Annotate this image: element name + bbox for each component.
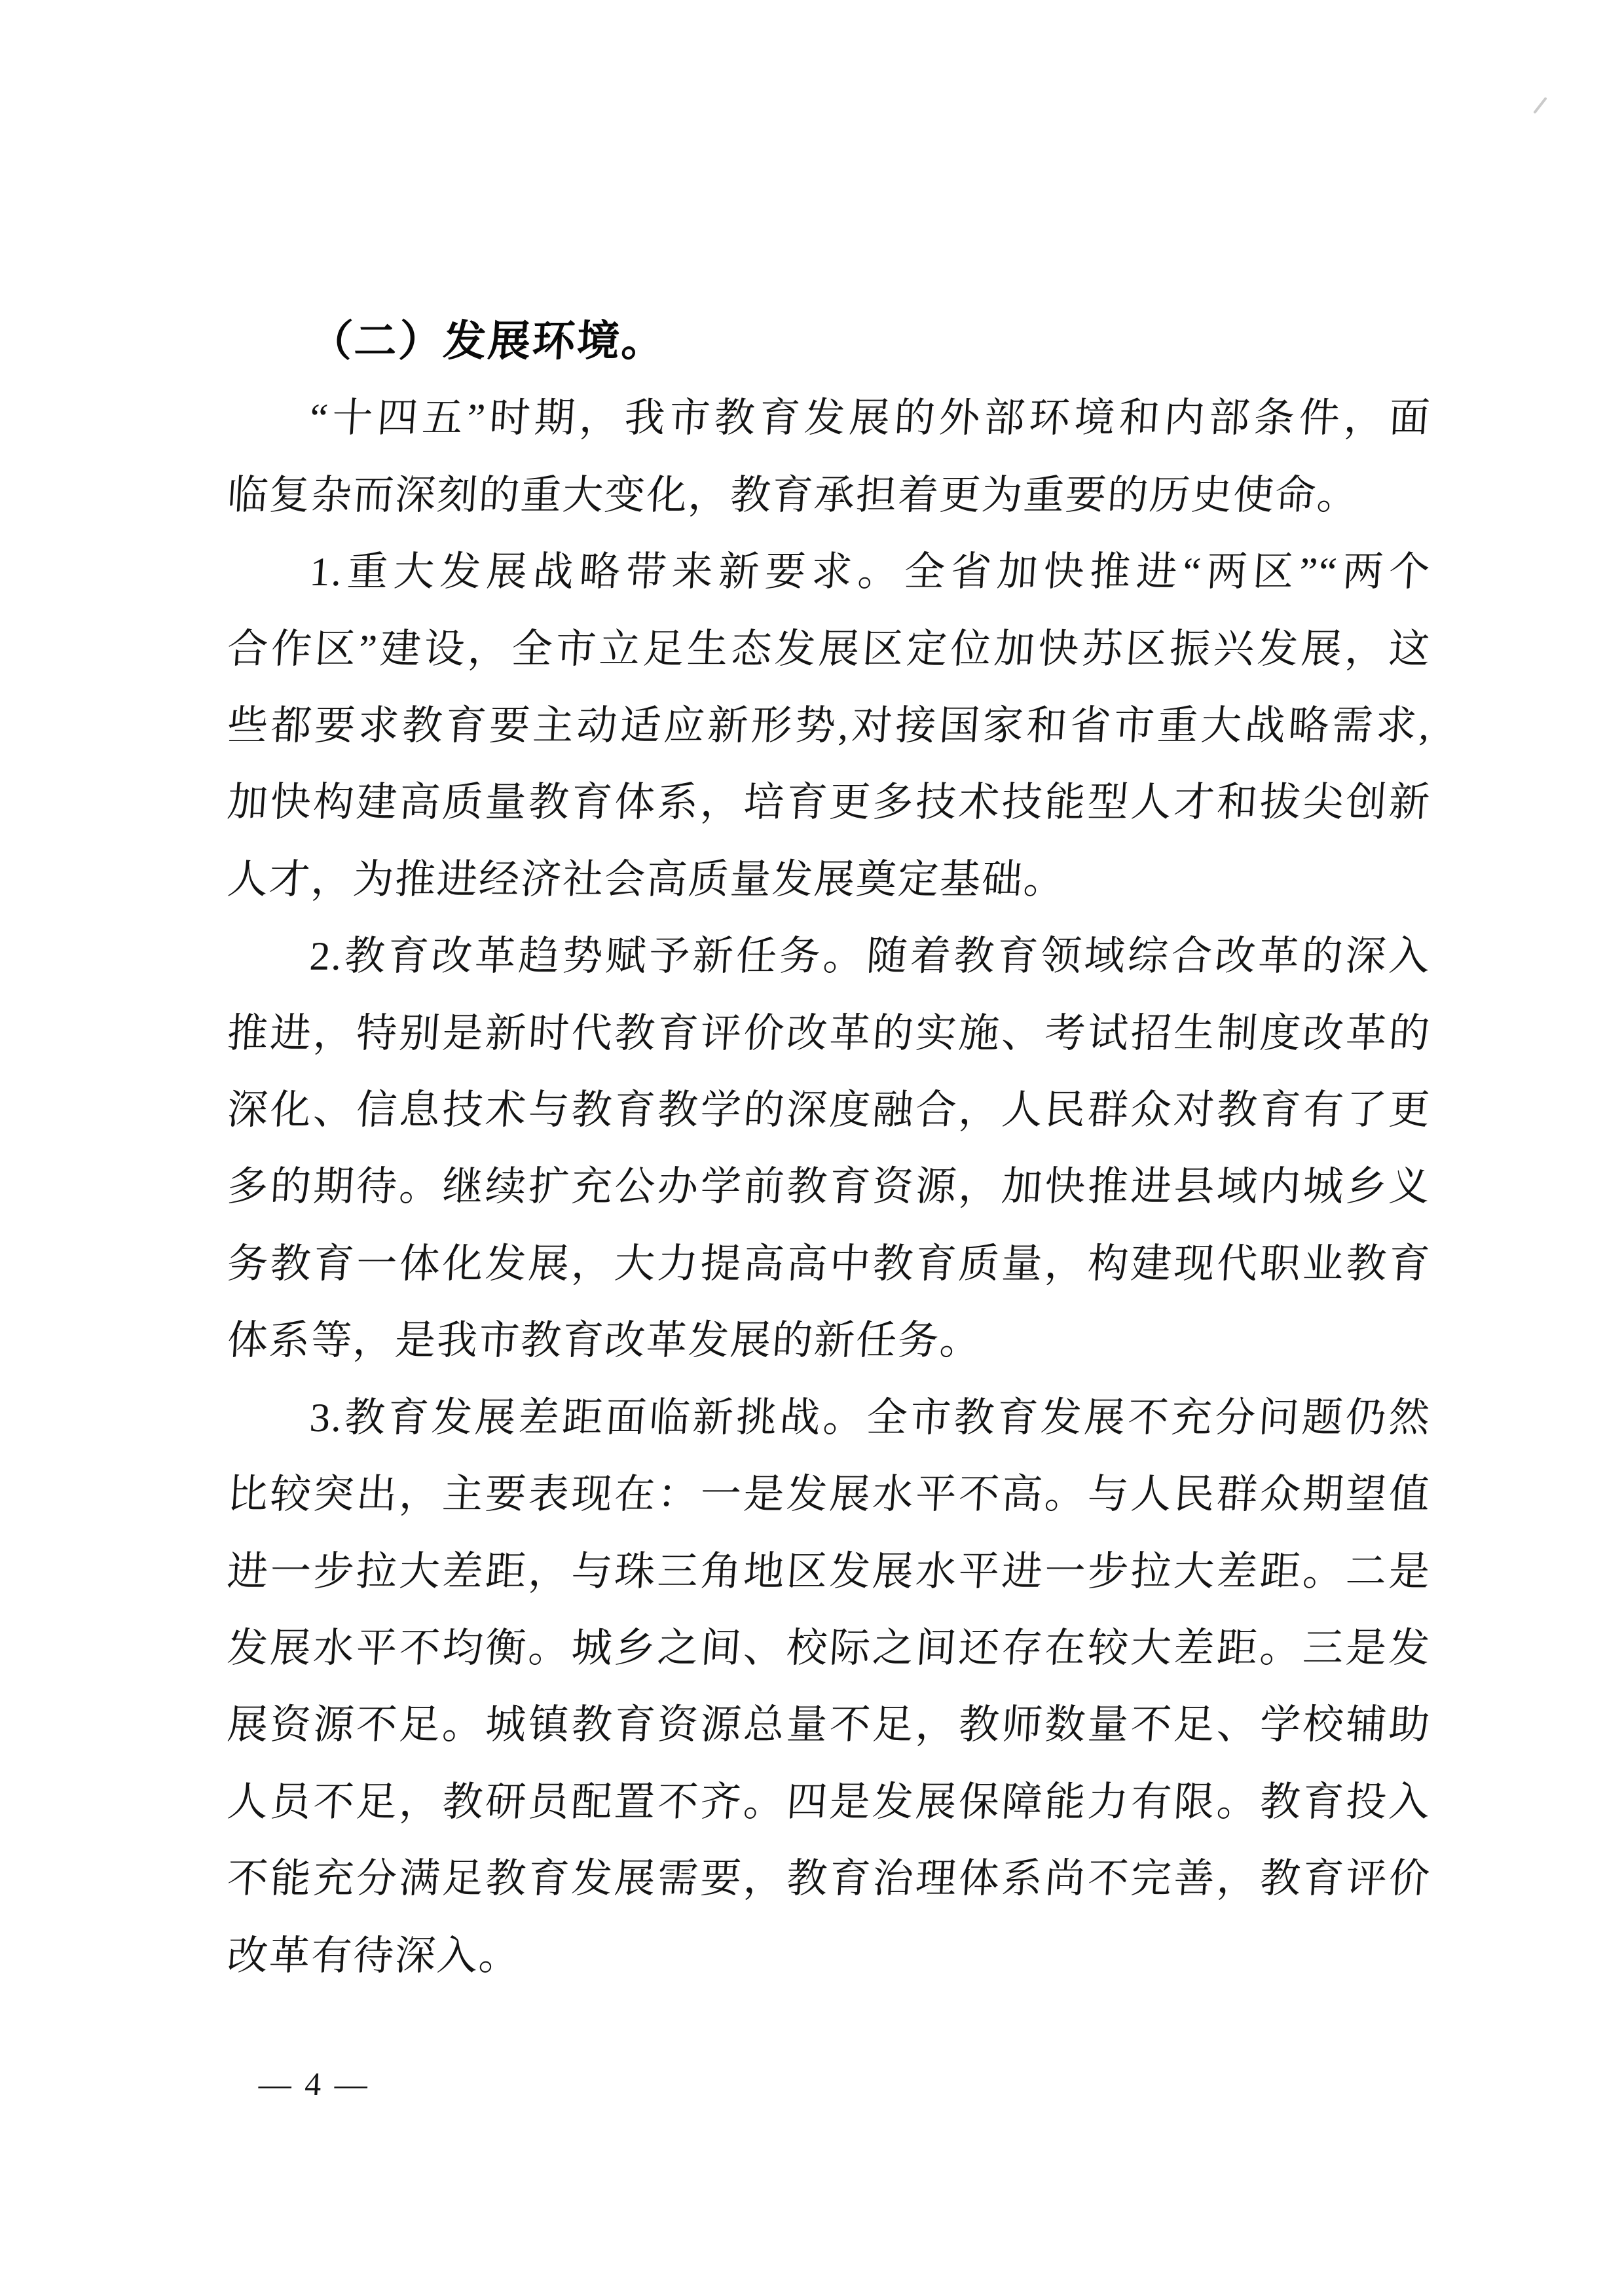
text-line: 不能充分满足教育发展需要，教育治理体系尚不完善，教育评价 <box>225 1857 1433 1902</box>
document-body <box>227 304 1431 1995</box>
text-line: 改革有待深入。 <box>225 1933 523 1978</box>
text-line: 多的期待。继续扩充公办学前教育资源，加快推进县域内城乡义 <box>225 1165 1433 1210</box>
text-line: 合作区”建设，全市立足生态发展区定位加快苏区振兴发展，这 <box>225 627 1433 672</box>
text-line: 2.教育改革趋势赋予新任务。随着教育领域综合改革的深入 <box>308 934 1433 979</box>
text-line: 务教育一体化发展，大力提高高中教育质量，构建现代职业教育 <box>225 1241 1433 1286</box>
text-line: 深化、信息技术与教育教学的深度融合，人民群众对教育有了更 <box>225 1088 1433 1133</box>
body-lines-container <box>227 380 1431 1995</box>
text-line: 体系等，是我市教育改革发展的新任务。 <box>225 1319 984 1364</box>
section-heading: （二）发展环境。 <box>308 318 668 365</box>
text-line: 人才，为推进经济社会高质量发展奠定基础。 <box>225 857 1067 902</box>
text-line: “十四五”时期，我市教育发展的外部环境和内部条件，面 <box>308 396 1433 441</box>
text-line: 进一步拉大差距，与珠三角地区发展水平进一步拉大差距。二是 <box>225 1549 1433 1594</box>
text-line: 展资源不足。城镇教育资源总量不足，教师数量不足、学校辅助 <box>225 1703 1433 1748</box>
text-line: 比较突出，主要表现在：一是发展水平不高。与人民群众期望值 <box>225 1472 1433 1518</box>
text-line: 3.教育发展差距面临新挑战。全市教育发展不充分问题仍然 <box>308 1395 1433 1440</box>
scan-artifact <box>1533 97 1547 114</box>
text-line: 加快构建高质量教育体系，培育更多技术技能型人才和拔尖创新 <box>225 780 1433 826</box>
text-line: 发展水平不均衡。城乡之间、校际之间还存在较大差距。三是发 <box>225 1626 1433 1671</box>
page-number: — 4 — <box>257 2066 371 2102</box>
text-line: 些都要求教育要主动适应新形势,对接国家和省市重大战略需求, <box>225 704 1433 749</box>
text-line: 推进，特别是新时代教育评价改革的实施、考试招生制度改革的 <box>225 1011 1433 1056</box>
text-line: 人员不足，教研员配置不齐。四是发展保障能力有限。教育投入 <box>225 1779 1433 1825</box>
text-line: 1.重大发展战略带来新要求。全省加快推进“两区”“两个 <box>308 550 1433 595</box>
text-line: 临复杂而深刻的重大变化，教育承担着更为重要的历史使命。 <box>225 473 1361 518</box>
